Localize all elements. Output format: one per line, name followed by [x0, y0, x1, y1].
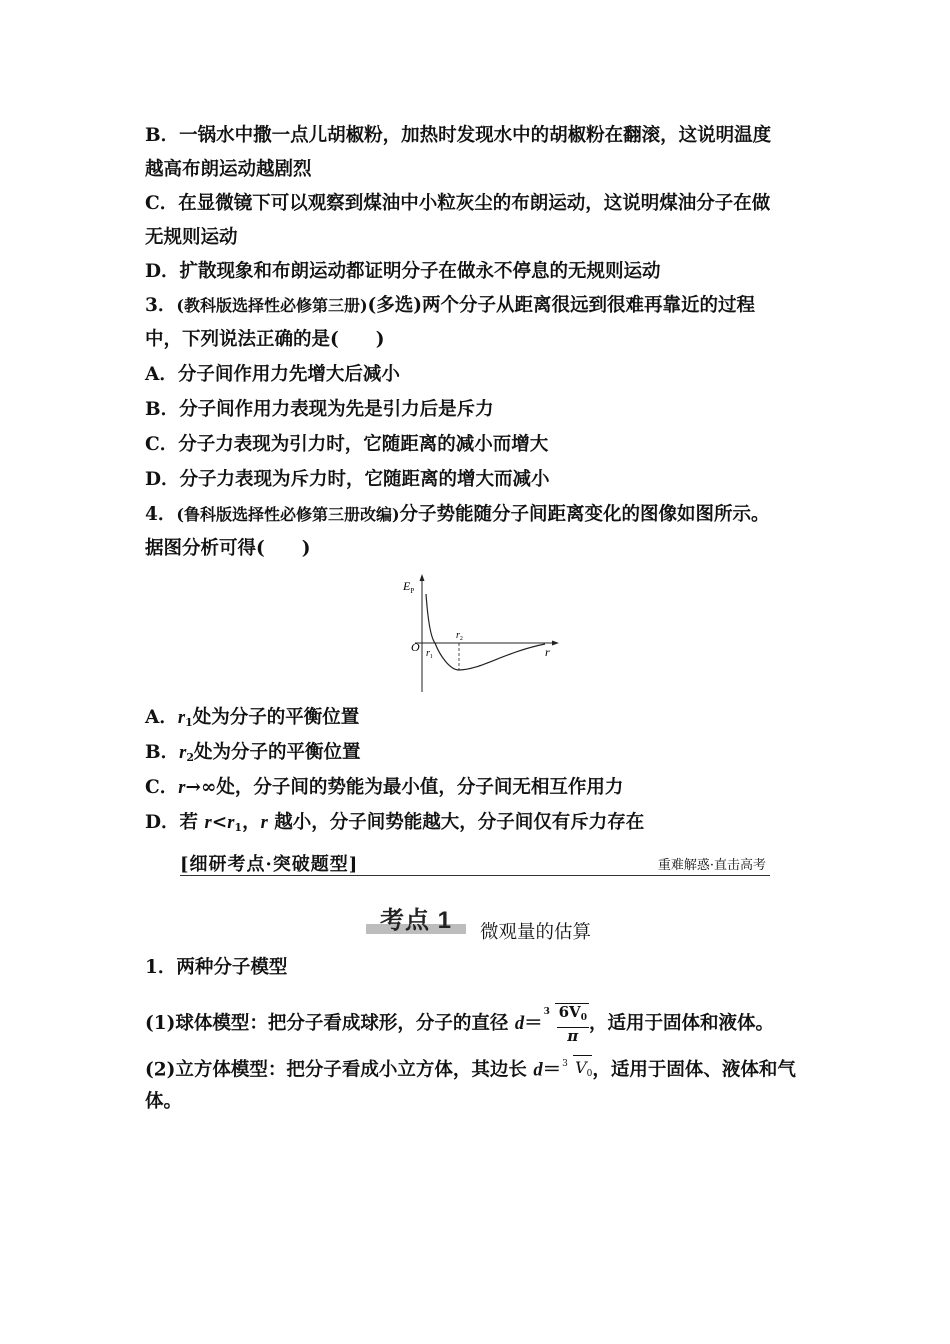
- q3-option-a: A．分子间作用力先增大后减小: [145, 364, 400, 385]
- item2-var: d: [533, 1060, 543, 1081]
- q2-option-c-line2: 无规则运动: [145, 227, 238, 248]
- item1-num-text: 6V: [558, 1003, 581, 1021]
- item1-prefix: (1): [145, 1013, 176, 1034]
- q3-source: (教科版选择性必修第三册): [176, 296, 368, 315]
- origin-label: O: [411, 640, 420, 654]
- q2-option-c-line1: C．在显微镜下可以观察到煤油中小粒灰尘的布朗运动，这说明煤油分子在做: [145, 193, 771, 214]
- banner-title: [细研考点·突破题型]: [180, 854, 359, 875]
- energy-curve: [426, 594, 545, 670]
- q4-option-c-arrow: →∞: [185, 777, 217, 798]
- q4-option-d-sub: 1: [234, 821, 243, 834]
- q4-option-d: [145, 811, 644, 840]
- section1-heading: 1．两种分子模型: [145, 957, 288, 978]
- r1-label: $r_1$: [426, 648, 433, 660]
- item1-var: d: [514, 1014, 525, 1034]
- q3-stem-rest: (多选)两个分子从距离很远到很难再靠近的过程: [367, 295, 756, 316]
- q4-option-b-prefix: B．: [145, 742, 180, 763]
- potential-energy-graph: [395, 572, 565, 694]
- x-axis-arrow: [552, 641, 559, 646]
- item1-numerator: [557, 1004, 589, 1028]
- section-banner: [180, 848, 770, 878]
- item2-root-index: 3: [562, 1059, 568, 1069]
- q4-option-d-var3: r: [260, 813, 268, 833]
- q4-option-d-var1: r: [204, 813, 212, 833]
- y-axis-label: $E_P$: [403, 579, 415, 595]
- q3-number: 3．: [145, 295, 177, 316]
- q4-option-a-var: r: [177, 708, 186, 728]
- item2-cube-root: [561, 1055, 592, 1086]
- q4-option-c-text: 处，分子间的势能为最小值，分子间无相互作用力: [216, 777, 624, 798]
- q3-option-d: D．分子力表现为斥力时，它随距离的增大而减小: [145, 469, 550, 490]
- q4-stem-line2: 据图分析可得( ): [145, 538, 311, 559]
- q4-option-a-sub: 1: [185, 716, 193, 729]
- item1-root-index: 3: [543, 1007, 550, 1017]
- q4-option-c-prefix: C．: [145, 777, 179, 798]
- q2-option-b-line2: 越高布朗运动越剧烈: [145, 159, 312, 180]
- q4-option-a-prefix: A．: [145, 707, 178, 728]
- item1-denominator: π: [567, 1027, 579, 1045]
- section1-item2-line2: 体。: [145, 1091, 183, 1112]
- q4-option-d-text: 越小，分子间势能越大，分子间仅有斥力存在: [267, 812, 645, 833]
- item2-text: 立方体模型：把分子看成小立方体，其边长: [175, 1059, 534, 1081]
- q4-option-a-text: 处为分子的平衡位置: [192, 707, 360, 728]
- q4-option-b-text: 处为分子的平衡位置: [194, 742, 361, 763]
- item2-rad-sub: 0: [586, 1069, 593, 1079]
- item1-radicand: [555, 1003, 589, 1045]
- q4-option-d-lt: <: [211, 812, 228, 833]
- banner-rule: [180, 875, 770, 876]
- item1-text: 球体模型：把分子看成球形，分子的直径: [175, 1013, 515, 1034]
- q4-option-d-comma: ，: [242, 812, 261, 833]
- q4-option-a: [145, 706, 359, 735]
- item2-prefix: (2): [145, 1059, 176, 1081]
- q3-option-b: B．分子间作用力表现为先是引力后是斥力: [145, 399, 494, 420]
- kaodian-label: 考点 1: [379, 907, 452, 934]
- q4-number: 4．: [145, 504, 177, 525]
- item2-eq: ＝: [542, 1059, 562, 1081]
- q4-option-b: [145, 741, 361, 770]
- item2-radicand: [573, 1055, 592, 1086]
- q3-stem-line1: [145, 294, 755, 318]
- item1-fraction: [557, 1004, 589, 1045]
- section1-item2-line1: [145, 1055, 796, 1086]
- q4-option-c-var: r: [178, 778, 186, 798]
- q4-option-c: [145, 776, 623, 800]
- item2-rad-text: V: [575, 1058, 587, 1077]
- q4-source: (鲁科版选择性必修第三册改编): [176, 505, 400, 524]
- q3-option-c: C．分子力表现为引力时，它随距离的减小而增大: [145, 434, 549, 455]
- q4-stem-rest: 分子势能随分子间距离变化的图像如图所示。: [399, 504, 770, 525]
- item1-rest: ，适用于固体和液体。: [588, 1013, 774, 1034]
- x-axis-label: r: [545, 645, 550, 659]
- q2-option-b-line1: B．一锅水中撒一点儿胡椒粉，加热时发现水中的胡椒粉在翻滚，这说明温度: [145, 125, 772, 146]
- item1-num-sub: 0: [580, 1013, 587, 1023]
- r2-label: $r_2$: [456, 630, 463, 642]
- banner-subtitle: 重难解惑·直击高考: [657, 858, 766, 873]
- section1-item1: [145, 1003, 774, 1045]
- q3-stem-line2: 中，下列说法正确的是( ): [145, 329, 385, 350]
- q4-option-d-prefix: D．若: [145, 812, 205, 833]
- q4-option-b-sub: 2: [186, 751, 194, 764]
- kaodian-title: 微观量的估算: [480, 922, 592, 943]
- item2-rest: ，适用于固体、液体和气: [592, 1059, 796, 1081]
- q2-option-d: D．扩散现象和布朗运动都证明分子在做永不停息的无规则运动: [145, 261, 661, 282]
- q4-option-d-var2: r: [227, 813, 235, 833]
- q4-stem-line1: [145, 503, 770, 527]
- y-axis-arrow: [420, 574, 425, 581]
- item1-cube-root: [543, 1003, 589, 1045]
- item1-eq: ＝: [524, 1013, 543, 1034]
- q4-option-b-var: r: [179, 743, 187, 763]
- kaodian-label-box: [366, 900, 466, 934]
